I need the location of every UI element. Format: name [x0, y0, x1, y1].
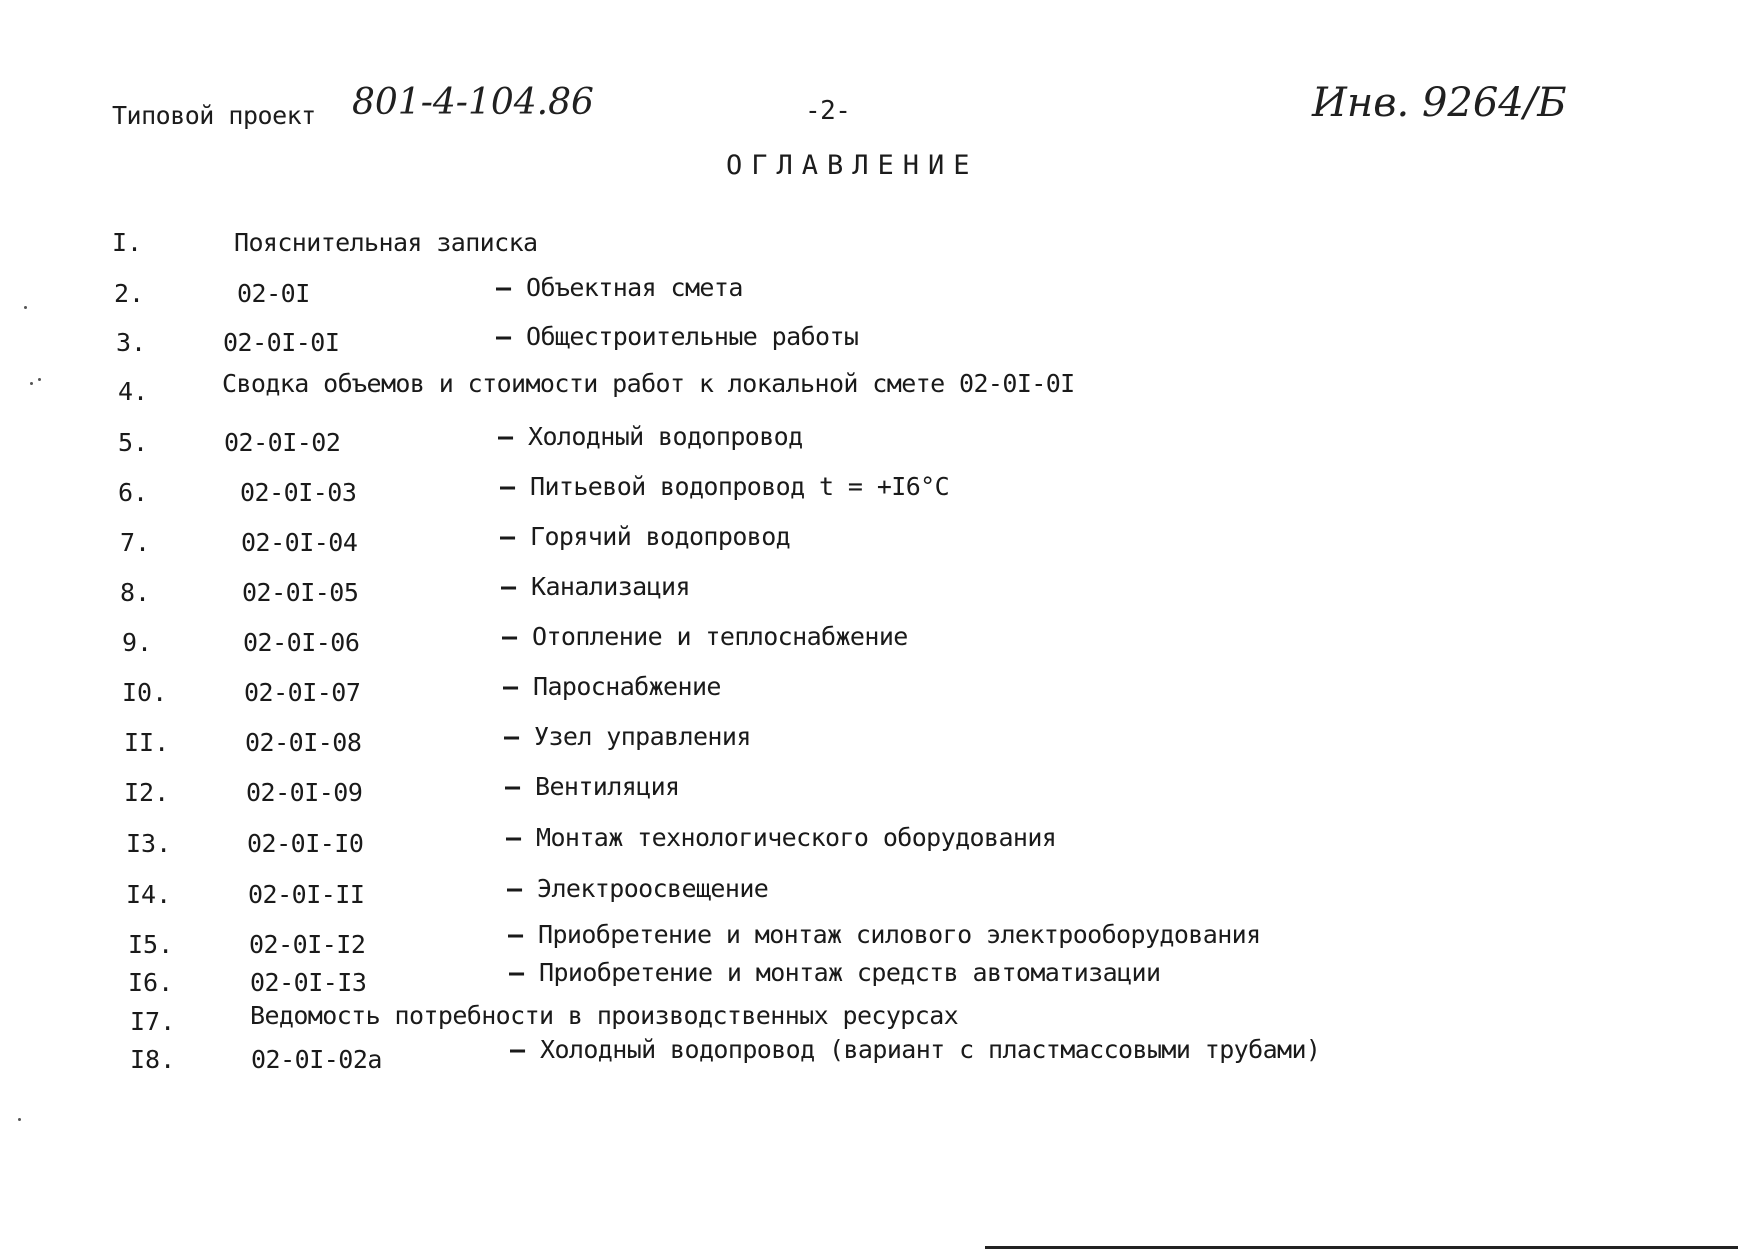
- toc-item-number: 3.: [116, 328, 147, 357]
- toc-item-description: Горячий водопровод: [530, 522, 791, 551]
- toc-item-description: Узел управления: [534, 722, 751, 751]
- toc-item-number: I8.: [130, 1045, 176, 1074]
- toc-item-number: I7.: [130, 1007, 176, 1036]
- toc-item-dash: –: [508, 920, 524, 949]
- bottom-border-line: [985, 1246, 1738, 1249]
- toc-item-dash: –: [510, 1035, 526, 1064]
- toc-row: [0, 472, 1738, 518]
- project-label: Типовой проект: [112, 101, 316, 130]
- toc-item-number: I6.: [128, 968, 174, 997]
- toc-item-dash: –: [505, 772, 521, 801]
- toc-item-number: 2.: [114, 279, 145, 308]
- toc-item-code: 02-0I-II: [248, 880, 365, 909]
- toc-item-dash: –: [509, 958, 525, 987]
- toc-item-dash: –: [502, 622, 518, 651]
- toc-item-code: 02-0I-02а: [251, 1045, 382, 1074]
- toc-row: [0, 572, 1738, 618]
- scan-speck: [30, 382, 33, 385]
- toc-item-dash: –: [504, 722, 520, 751]
- toc-item-dash: –: [496, 273, 512, 302]
- toc-item-description: Монтаж технологического оборудования: [536, 823, 1057, 852]
- page-number: -2-: [805, 96, 851, 126]
- toc-item-dash: –: [500, 472, 516, 501]
- toc-item-description: Объектная смета: [526, 273, 743, 302]
- inventory-number-handwritten: Инв. 9264/Б: [1312, 80, 1567, 126]
- toc-item-description: Пароснабжение: [533, 672, 721, 701]
- toc-item-number: 5.: [118, 428, 149, 457]
- toc-item-number: I5.: [128, 930, 174, 959]
- toc-item-code: 02-0I-07: [244, 678, 361, 707]
- project-number-handwritten: 801-4-104.86: [352, 82, 594, 123]
- toc-item-description: Отопление и теплоснабжение: [532, 622, 908, 651]
- toc-item-code: 02-0I-05: [242, 578, 359, 607]
- toc-row: [0, 228, 1738, 268]
- scan-speck: [18, 1118, 21, 1121]
- toc-item-title: Ведомость потребности в производственных ресурсах: [250, 1001, 959, 1030]
- toc-item-dash: –: [496, 322, 512, 351]
- toc-item-title: Пояснительная записка: [234, 228, 538, 257]
- toc-item-number: 9.: [122, 628, 153, 657]
- toc-item-description: Холодный водопровод: [528, 422, 803, 451]
- toc-row: [0, 823, 1738, 869]
- toc-row: [0, 369, 1738, 417]
- toc-item-number: II.: [124, 728, 170, 757]
- toc-item-dash: –: [503, 672, 519, 701]
- toc-item-number: I0.: [122, 678, 168, 707]
- toc-item-code: 02-0I-04: [241, 528, 358, 557]
- toc-item-code: 02-0I-I0: [247, 829, 364, 858]
- toc-row: [0, 722, 1738, 768]
- toc-row: [0, 273, 1738, 319]
- toc-item-dash: –: [507, 874, 523, 903]
- toc-item-code: 02-0I-I2: [249, 930, 366, 959]
- toc-item-description: Канализация: [531, 572, 690, 601]
- toc-item-number: 6.: [118, 478, 149, 507]
- toc-item-number: I3.: [126, 829, 172, 858]
- toc-item-description: Приобретение и монтаж силового электрооборудования: [538, 920, 1261, 949]
- toc-row: [0, 322, 1738, 368]
- scan-speck: [24, 306, 27, 309]
- toc-item-code: 02-0I-08: [245, 728, 362, 757]
- toc-item-dash: –: [501, 572, 517, 601]
- toc-item-dash: –: [498, 422, 514, 451]
- toc-item-number: 7.: [120, 528, 151, 557]
- toc-item-title: Сводка объемов и стоимости работ к локальной смете 02-0I-0I: [222, 369, 1075, 398]
- toc-item-code: 02-0I-09: [246, 778, 363, 807]
- toc-item-description: Электроосвещение: [537, 874, 769, 903]
- toc-row: [0, 672, 1738, 718]
- toc-row: [0, 622, 1738, 668]
- toc-item-number: 8.: [120, 578, 151, 607]
- toc-item-description: Холодный водопровод (вариант с пластмассовыми трубами): [540, 1035, 1321, 1064]
- toc-item-description: Приобретение и монтаж средств автоматизации: [539, 958, 1161, 987]
- toc-item-dash: –: [500, 522, 516, 551]
- toc-item-number: I2.: [124, 778, 170, 807]
- toc-item-description: Общестроительные работы: [526, 322, 859, 351]
- toc-row: [0, 422, 1738, 468]
- toc-item-number: I.: [112, 228, 143, 257]
- document-title: ОГЛАВЛЕНИЕ: [726, 150, 979, 181]
- toc-item-code: 02-0I: [237, 279, 310, 308]
- toc-item-code: 02-0I-I3: [250, 968, 367, 997]
- toc-row: [0, 772, 1738, 818]
- toc-item-number: 4.: [118, 377, 149, 406]
- toc-item-code: 02-0I-02: [224, 428, 341, 457]
- toc-item-code: 02-0I-03: [240, 478, 357, 507]
- toc-row: [0, 874, 1738, 920]
- toc-item-code: 02-0I-06: [243, 628, 360, 657]
- scan-speck: [38, 378, 41, 381]
- toc-row: [0, 522, 1738, 568]
- toc-item-description: Питьевой водопровод t = +I6°C: [530, 472, 950, 501]
- toc-item-dash: –: [506, 823, 522, 852]
- toc-item-description: Вентиляция: [535, 772, 680, 801]
- toc-item-number: I4.: [126, 880, 172, 909]
- toc-row: [0, 1035, 1738, 1085]
- toc-item-code: 02-0I-0I: [223, 328, 340, 357]
